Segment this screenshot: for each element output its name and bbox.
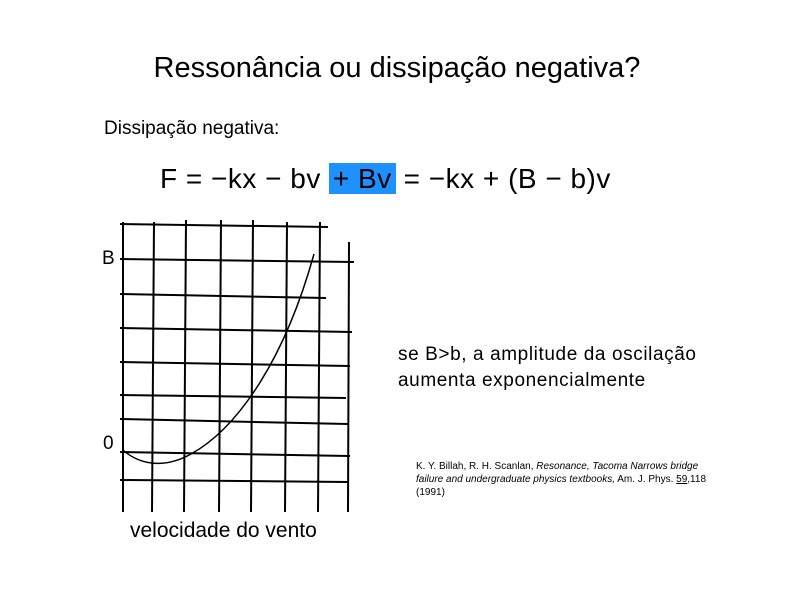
reference-pages: ,118 (1991) — [416, 474, 707, 498]
graph-grid — [120, 220, 354, 512]
y-label-top: B — [102, 248, 115, 269]
slide-title: Ressonância ou dissipação negativa? — [153, 52, 641, 84]
note-text: se B>b, a amplitude da oscilação aumenta exponencialmente — [398, 344, 697, 391]
reference-authors: K. Y. Billah, R. H. Scanlan, — [416, 461, 537, 472]
x-axis-label: velocidade do vento — [130, 519, 317, 542]
graph — [96, 212, 366, 522]
formula-left: F = −kx − bv — [160, 163, 321, 194]
reference-journal: Am. J. Phys. — [615, 474, 677, 485]
formula-highlight: + Bv — [329, 163, 396, 194]
reference-title: Resonance, Tacoma Narrows bridge failure and undergraduate physics textbooks, — [416, 461, 699, 485]
formula-right: = −kx + (B − b)v — [403, 163, 611, 194]
reference — [416, 460, 716, 499]
reference-volume: 59 — [676, 474, 688, 485]
formula — [160, 163, 611, 195]
subtitle: Dissipação negativa: — [104, 118, 280, 139]
y-label-origin: 0 — [103, 433, 114, 454]
